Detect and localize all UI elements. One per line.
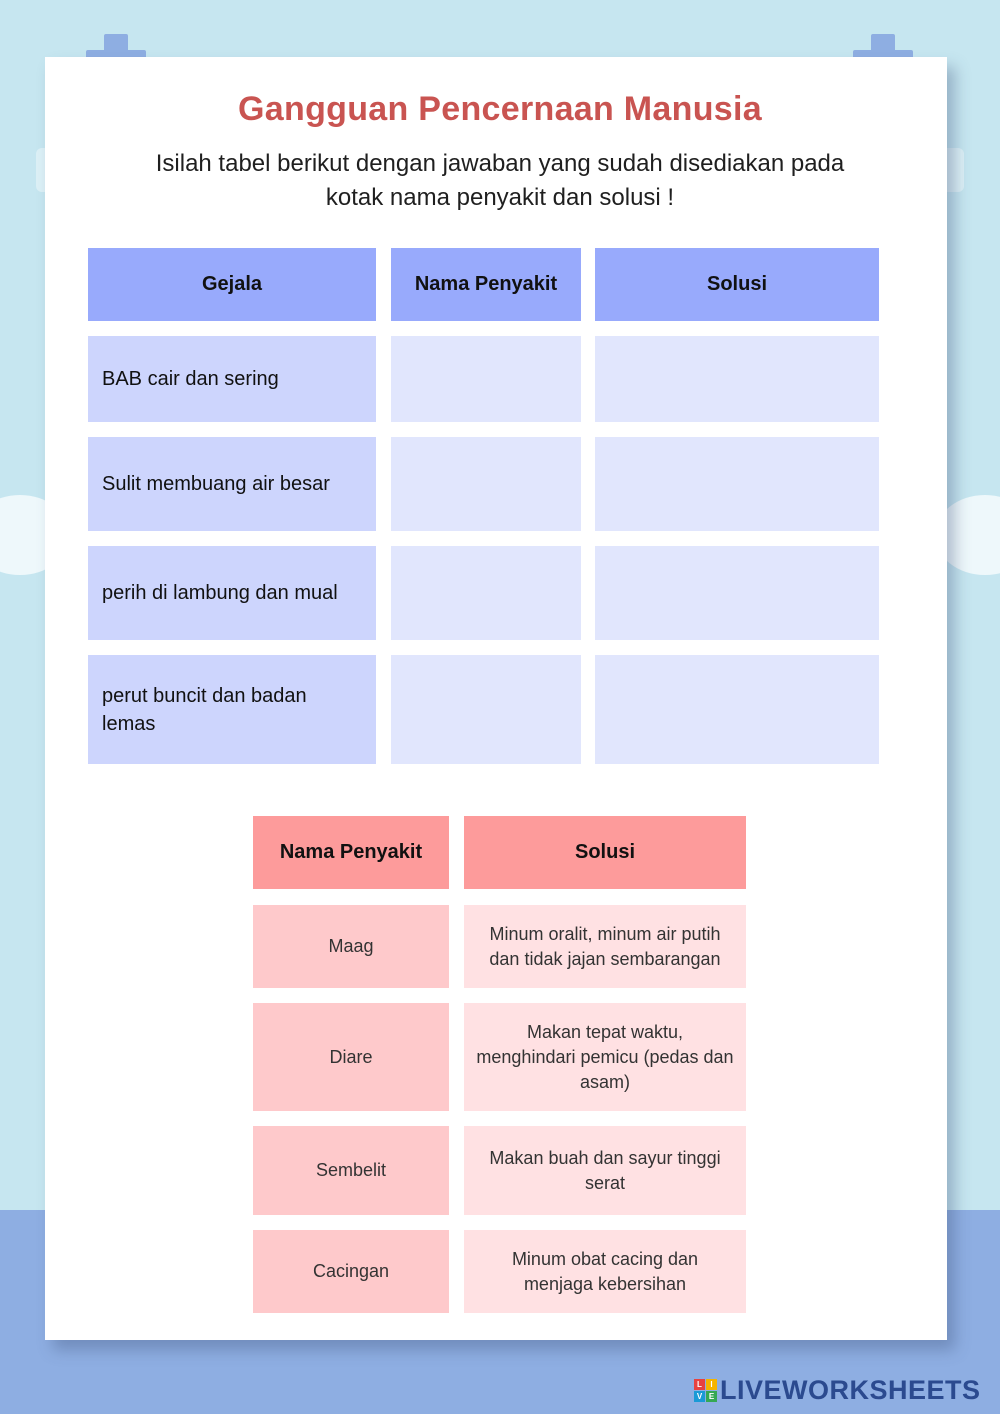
liveworksheets-text: LIVEWORKSHEETS xyxy=(720,1374,981,1405)
answer-card-solusi[interactable]: Makan tepat waktu, menghindari pemicu (pedas dan asam) xyxy=(464,1003,746,1111)
answer-card-penyakit[interactable]: Maag xyxy=(253,905,449,988)
solusi-drop-zone[interactable] xyxy=(595,655,879,764)
bank-header-nama-penyakit: Nama Penyakit xyxy=(253,816,449,889)
gejala-cell: perut buncit dan badan lemas xyxy=(88,655,376,764)
liveworksheets-mark-icon: L I V E xyxy=(694,1379,717,1402)
header-solusi: Solusi xyxy=(595,248,879,321)
answer-card-solusi[interactable]: Minum obat cacing dan menjaga kebersihan xyxy=(464,1230,746,1313)
bank-header-solusi: Solusi xyxy=(464,816,746,889)
liveworksheets-logo[interactable] xyxy=(694,1374,981,1406)
solusi-drop-zone[interactable] xyxy=(595,546,879,640)
gejala-cell: BAB cair dan sering xyxy=(88,336,376,422)
header-gejala: Gejala xyxy=(88,248,376,321)
nama-penyakit-drop-zone[interactable] xyxy=(391,655,581,764)
header-nama-penyakit: Nama Penyakit xyxy=(391,248,581,321)
answer-card-penyakit[interactable]: Sembelit xyxy=(253,1126,449,1215)
gejala-cell: Sulit membuang air besar xyxy=(88,437,376,531)
answer-card-penyakit[interactable]: Cacingan xyxy=(253,1230,449,1313)
answer-card-solusi[interactable]: Makan buah dan sayur tinggi serat xyxy=(464,1126,746,1215)
instructions: Isilah tabel berikut dengan jawaban yang sudah disediakan pada kotak nama penyakit dan solusi ! xyxy=(155,150,845,211)
nama-penyakit-drop-zone[interactable] xyxy=(391,336,581,422)
solusi-drop-zone[interactable] xyxy=(595,437,879,531)
solusi-drop-zone[interactable] xyxy=(595,336,879,422)
gejala-cell: perih di lambung dan mual xyxy=(88,546,376,640)
nama-penyakit-drop-zone[interactable] xyxy=(391,546,581,640)
answer-card-penyakit[interactable]: Diare xyxy=(253,1003,449,1111)
nama-penyakit-drop-zone[interactable] xyxy=(391,437,581,531)
page-title: Gangguan Pencernaan Manusia xyxy=(238,90,762,128)
answer-card-solusi[interactable]: Minum oralit, minum air putih dan tidak jajan sembarangan xyxy=(464,905,746,988)
